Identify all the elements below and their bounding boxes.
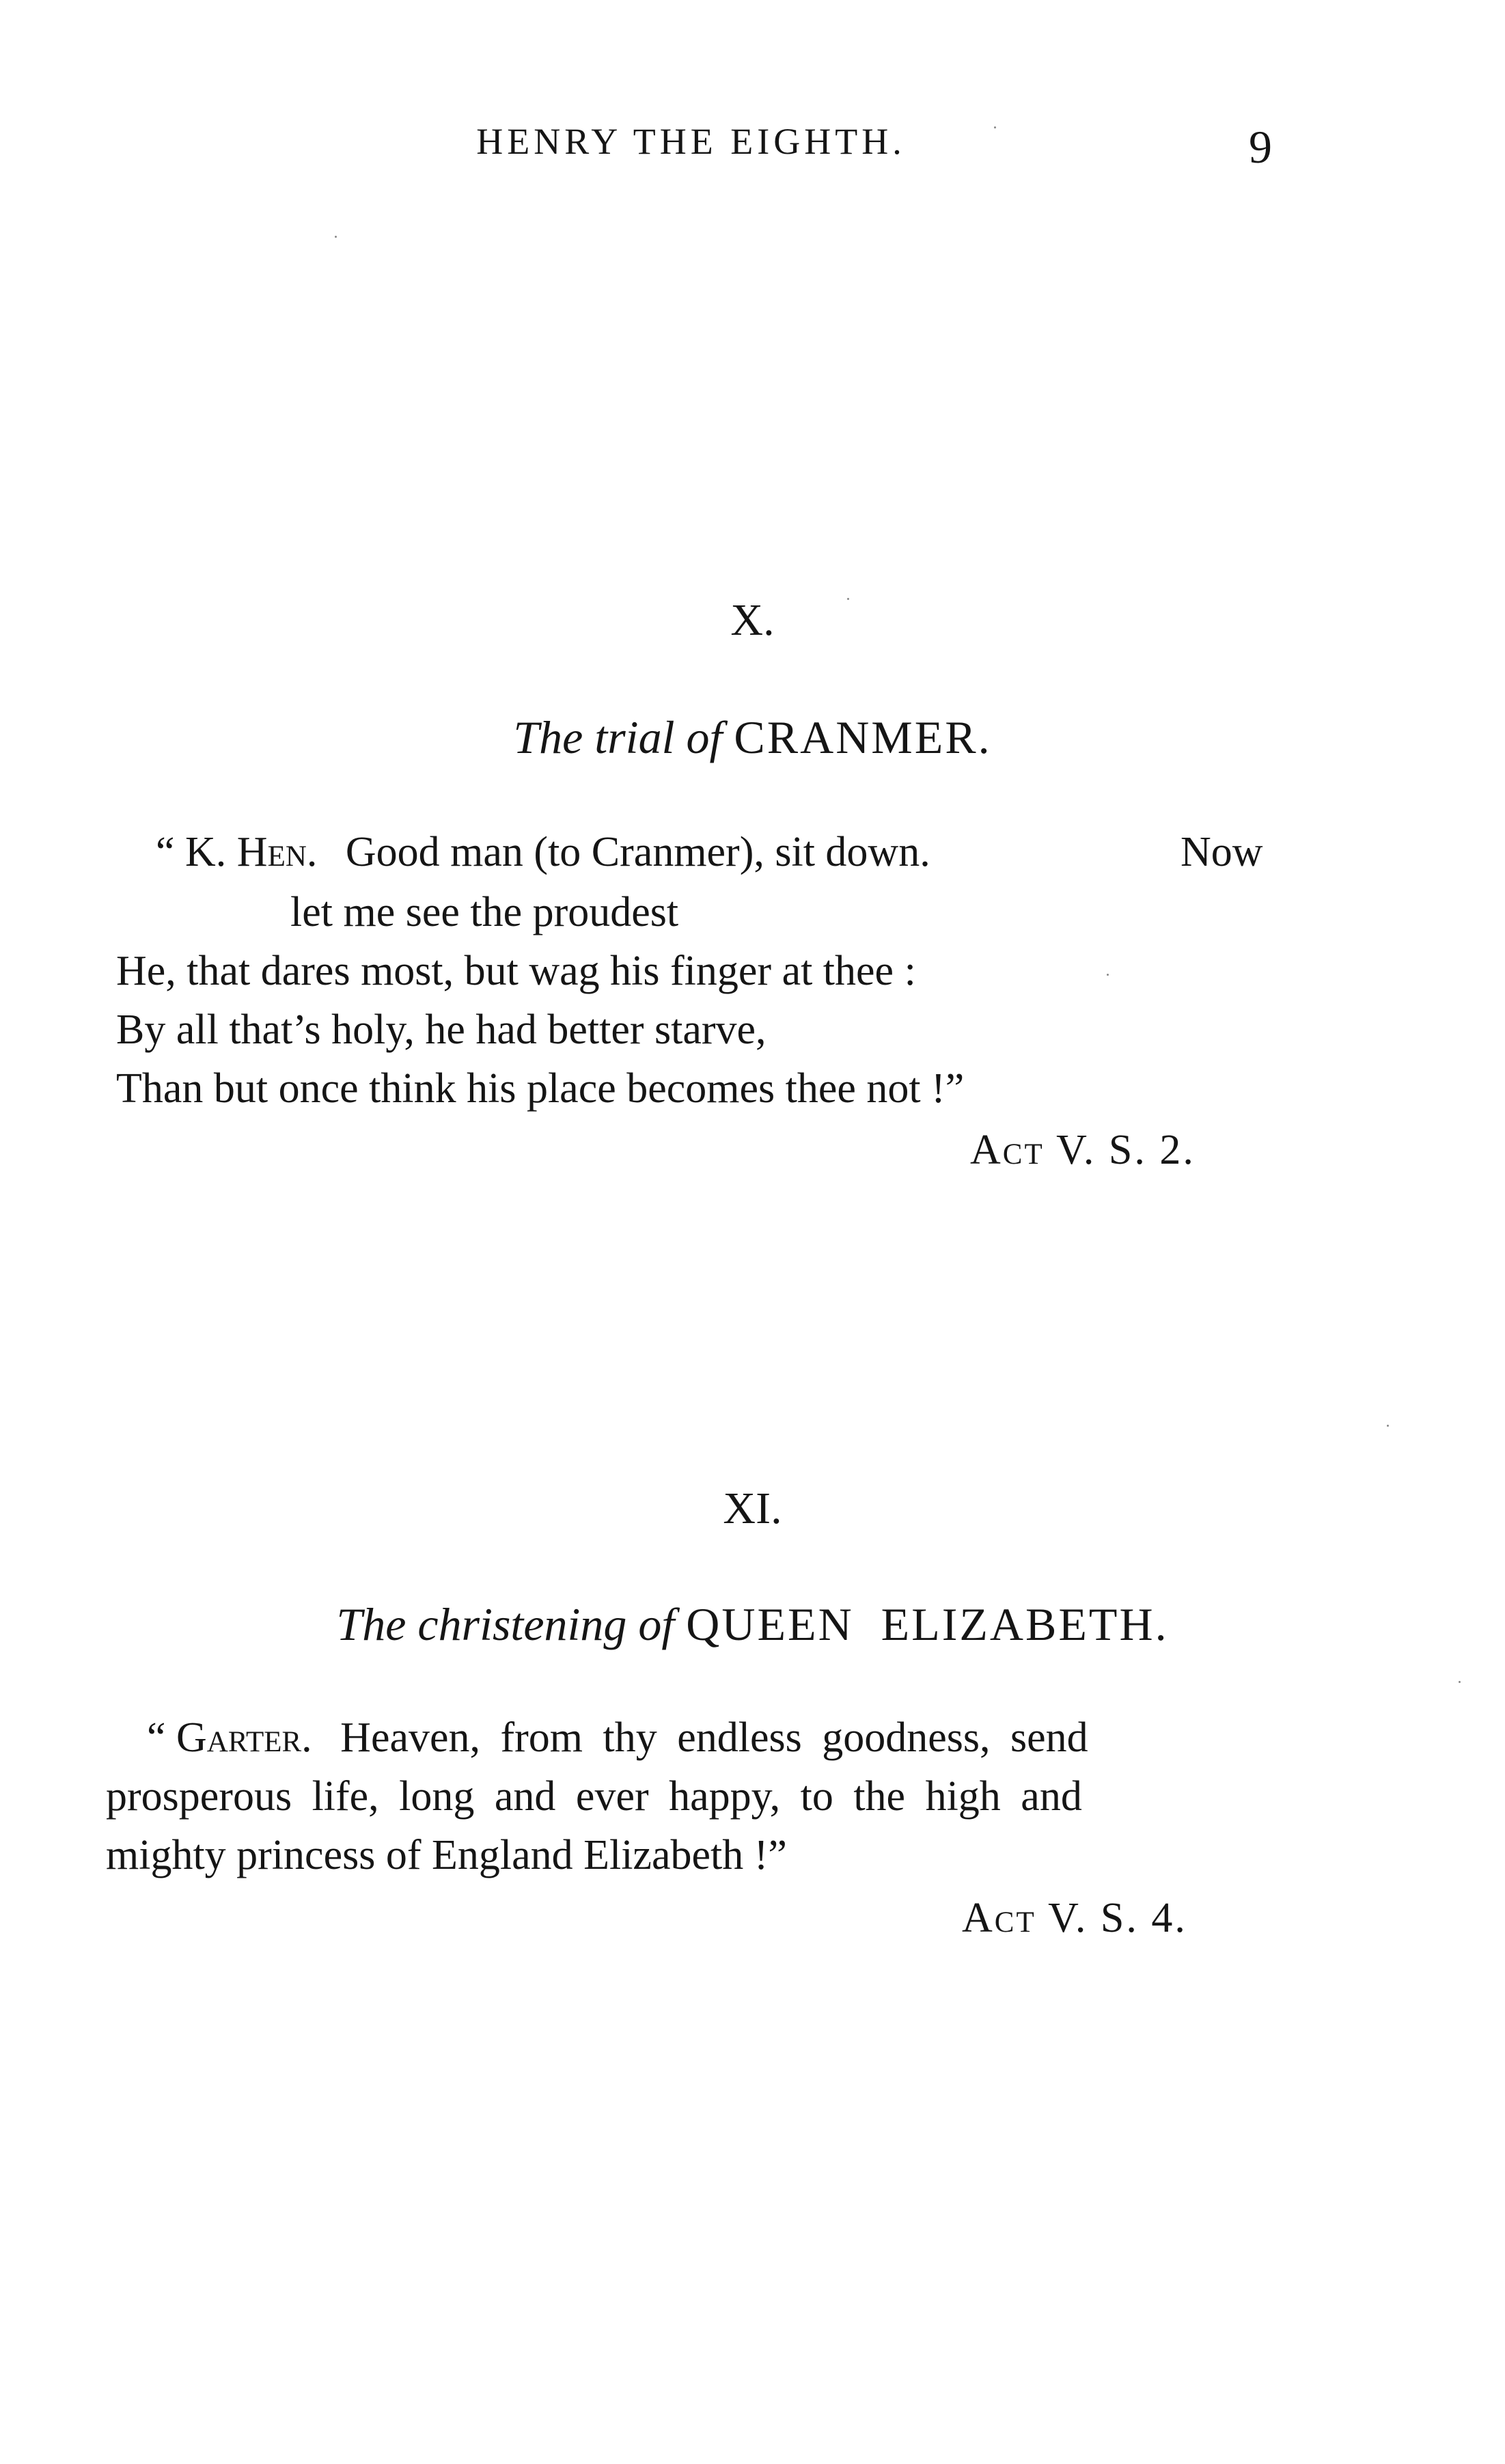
page-number: 9 [1249, 121, 1272, 173]
section-title-italic: The trial of [513, 711, 723, 763]
quote-line: By all that’s holy, he had better starve, [116, 1007, 767, 1053]
section-title-caps: QUEEN ELIZABETH. [686, 1598, 1169, 1650]
quote-line: prosperous life, long and ever happy, to the high and [106, 1773, 1082, 1820]
print-speck [1387, 1425, 1389, 1427]
quote-line [156, 828, 930, 877]
quote-line: He, that dares most, but wag his finger at thee : [116, 948, 916, 994]
running-title: HENRY THE EIGHTH. [476, 121, 906, 162]
print-speck [1459, 1681, 1461, 1683]
section-number-x: X. [730, 595, 775, 645]
section-title-xi [0, 1598, 1505, 1652]
quote-text: Heaven, from thy endless goodness, send [340, 1714, 1088, 1761]
act-scene-reference: Act V. S. 4. [962, 1895, 1187, 1941]
print-speck [335, 236, 337, 238]
quote-text: Now [1180, 829, 1263, 875]
section-title-x [0, 711, 1505, 765]
section-title-italic: The christening of [336, 1598, 675, 1650]
print-speck [994, 126, 996, 128]
quote-line: mighty princess of England Elizabeth !” [106, 1832, 787, 1878]
print-speck [847, 598, 849, 600]
running-head [0, 120, 1505, 163]
print-speck [1107, 974, 1109, 976]
speaker-name: Garter. [176, 1714, 312, 1761]
speaker-name: K. Hen. [185, 829, 318, 875]
act-scene-reference: Act V. S. 2. [970, 1127, 1196, 1173]
quote-line: Than but once think his place becomes thee not !” [116, 1065, 965, 1112]
quote-line [147, 1714, 1088, 1762]
open-quote-mark: “ [147, 1714, 166, 1761]
quote-line: let me see the proudest [290, 889, 679, 935]
open-quote-mark: “ [156, 829, 175, 875]
quote-text: Good man (to Cranmer), sit down. [345, 829, 930, 875]
section-number-xi: XI. [723, 1483, 782, 1533]
section-title-caps: CRANMER. [734, 711, 992, 763]
